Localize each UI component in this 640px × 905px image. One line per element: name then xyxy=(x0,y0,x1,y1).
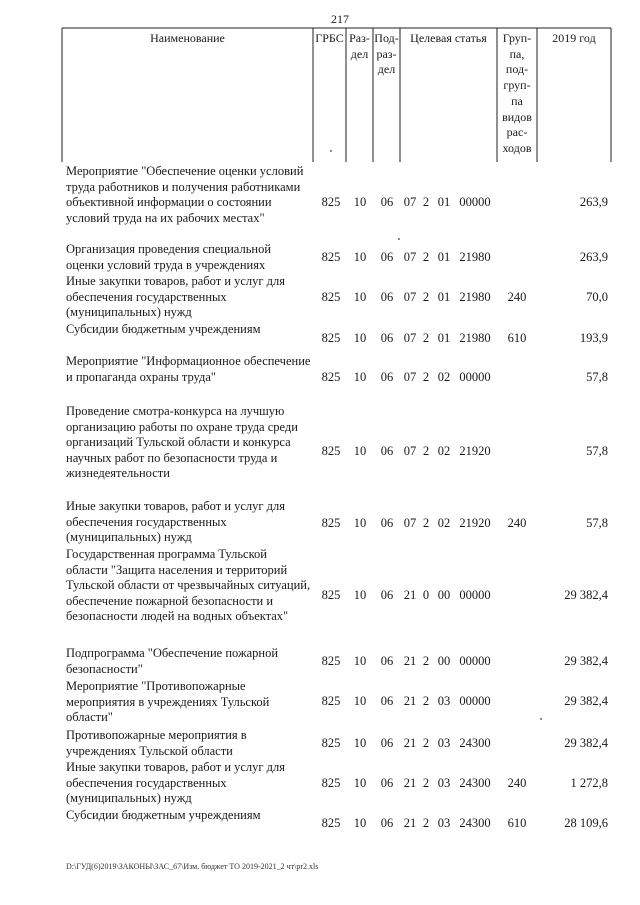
row-target-program: 21 xyxy=(403,776,417,790)
footer-file-path: D:\ГУД(6)2019\ЗАКОНЫ\ЗАС_67\Изм. бюджет ТО 2019-2021_2 чт\pr2.xls xyxy=(66,862,319,871)
row-target-program: 21 xyxy=(403,588,417,602)
row-grbs: 825 xyxy=(321,654,341,668)
row-expense-group: 610 xyxy=(507,331,527,345)
row-podrazdel: 06 xyxy=(380,736,394,750)
row-grbs: 825 xyxy=(321,444,341,458)
header-podrazdel: Под- раз- дел xyxy=(374,31,399,76)
row-name: Субсидии бюджетным учреждениям xyxy=(66,808,261,822)
row-target-direction: 00000 xyxy=(459,370,491,384)
header-name: Наименование xyxy=(150,31,225,45)
row-grbs: 825 xyxy=(321,516,341,530)
row-podrazdel: 06 xyxy=(380,370,394,384)
row-target-subprogram: 2 xyxy=(422,331,430,345)
row-name: Мероприятие "Информационное обеспечение и пропаганда охраны труда" xyxy=(66,354,311,384)
row-target-program: 21 xyxy=(403,694,417,708)
row-podrazdel: 06 xyxy=(380,654,394,668)
row-target-event: 00 xyxy=(437,588,451,602)
header-grbs: ГРБС xyxy=(315,31,344,45)
row-razdel: 10 xyxy=(353,195,367,209)
scan-speck xyxy=(540,718,542,720)
row-amount: 57,8 xyxy=(586,444,608,458)
scan-speck xyxy=(398,238,400,240)
row-razdel: 10 xyxy=(353,776,367,790)
header-group: Груп- па, под- груп- па видов рас- ходов xyxy=(502,31,532,155)
row-amount: 28 109,6 xyxy=(564,816,608,830)
row-target-subprogram: 2 xyxy=(422,816,430,830)
row-podrazdel: 06 xyxy=(380,250,394,264)
row-razdel: 10 xyxy=(353,331,367,345)
row-podrazdel: 06 xyxy=(380,444,394,458)
row-target-direction: 21980 xyxy=(459,250,491,264)
row-target-event: 03 xyxy=(437,816,451,830)
row-name: Противопожарные мероприятия в учреждениях Тульской области xyxy=(66,728,247,758)
row-grbs: 825 xyxy=(321,250,341,264)
row-amount: 263,9 xyxy=(579,250,608,264)
row-amount: 263,9 xyxy=(579,195,608,209)
row-grbs: 825 xyxy=(321,370,341,384)
row-podrazdel: 06 xyxy=(380,816,394,830)
row-target-program: 21 xyxy=(403,654,417,668)
row-target-event: 03 xyxy=(437,694,451,708)
row-name: Проведение смотра-конкурса на лучшую организацию работы по охране труда среди организаций Тульской области и конкурса научных работ по безопасности труда и жизнедеятельности xyxy=(66,404,298,480)
page-number: 217 xyxy=(331,12,349,26)
row-target-subprogram: 0 xyxy=(422,588,430,602)
row-expense-group: 610 xyxy=(507,816,527,830)
row-amount: 29 382,4 xyxy=(564,654,608,668)
row-podrazdel: 06 xyxy=(380,331,394,345)
row-grbs: 825 xyxy=(321,331,341,345)
row-target-program: 07 xyxy=(403,370,417,384)
row-razdel: 10 xyxy=(353,516,367,530)
row-razdel: 10 xyxy=(353,250,367,264)
row-razdel: 10 xyxy=(353,588,367,602)
row-grbs: 825 xyxy=(321,290,341,304)
row-target-program: 07 xyxy=(403,516,417,530)
row-podrazdel: 06 xyxy=(380,776,394,790)
row-name: Мероприятие "Противопожарные мероприятия в учреждениях Тульской области" xyxy=(66,679,270,724)
row-target-program: 07 xyxy=(403,444,417,458)
row-name: Организация проведения специальной оценки условий труда в учреждениях xyxy=(66,242,272,272)
row-target-subprogram: 2 xyxy=(422,250,430,264)
row-name: Государственная программа Тульской области "Защита населения и территорий Тульской области от чрезвычайных ситуаций, обеспечение пожарной безопасности и безопасности людей на водных объектах" xyxy=(66,547,311,623)
row-amount: 57,8 xyxy=(586,516,608,530)
row-expense-group: 240 xyxy=(507,290,527,304)
row-target-direction: 21980 xyxy=(459,331,491,345)
row-target-event: 01 xyxy=(437,331,451,345)
row-podrazdel: 06 xyxy=(380,195,394,209)
row-target-subprogram: 2 xyxy=(422,694,430,708)
row-target-event: 01 xyxy=(437,290,451,304)
scan-speck xyxy=(330,150,332,152)
row-razdel: 10 xyxy=(353,736,367,750)
row-name: Иные закупки товаров, работ и услуг для обеспечения государственных (муниципальных) нужд xyxy=(66,499,286,544)
row-razdel: 10 xyxy=(353,654,367,668)
row-target-direction: 21980 xyxy=(459,290,491,304)
row-target-subprogram: 2 xyxy=(422,516,430,530)
row-amount: 70,0 xyxy=(586,290,608,304)
row-name: Иные закупки товаров, работ и услуг для обеспечения государственных (муниципальных) нужд xyxy=(66,760,286,805)
row-expense-group: 240 xyxy=(507,776,527,790)
row-grbs: 825 xyxy=(321,195,341,209)
row-target-direction: 24300 xyxy=(459,816,491,830)
row-target-direction: 24300 xyxy=(459,736,491,750)
row-target-program: 07 xyxy=(403,195,417,209)
row-podrazdel: 06 xyxy=(380,516,394,530)
row-razdel: 10 xyxy=(353,290,367,304)
row-target-direction: 24300 xyxy=(459,776,491,790)
row-razdel: 10 xyxy=(353,370,367,384)
row-podrazdel: 06 xyxy=(380,694,394,708)
row-target-direction: 21920 xyxy=(459,444,491,458)
row-grbs: 825 xyxy=(321,816,341,830)
row-razdel: 10 xyxy=(353,694,367,708)
row-target-direction: 00000 xyxy=(459,195,491,209)
row-target-event: 01 xyxy=(437,195,451,209)
row-target-event: 02 xyxy=(437,370,451,384)
row-target-event: 00 xyxy=(437,654,451,668)
row-target-event: 03 xyxy=(437,776,451,790)
row-target-program: 21 xyxy=(403,816,417,830)
row-target-subprogram: 2 xyxy=(422,654,430,668)
row-grbs: 825 xyxy=(321,736,341,750)
row-grbs: 825 xyxy=(321,588,341,602)
row-target-program: 07 xyxy=(403,290,417,304)
row-target-direction: 21920 xyxy=(459,516,491,530)
row-amount: 29 382,4 xyxy=(564,588,608,602)
row-amount: 29 382,4 xyxy=(564,736,608,750)
row-target-direction: 00000 xyxy=(459,694,491,708)
row-amount: 193,9 xyxy=(579,331,608,345)
row-amount: 57,8 xyxy=(586,370,608,384)
row-podrazdel: 06 xyxy=(380,290,394,304)
row-target-subprogram: 2 xyxy=(422,444,430,458)
row-name: Субсидии бюджетным учреждениям xyxy=(66,322,261,336)
row-target-event: 02 xyxy=(437,516,451,530)
row-amount: 29 382,4 xyxy=(564,694,608,708)
row-target-program: 21 xyxy=(403,736,417,750)
row-amount: 1 272,8 xyxy=(570,776,608,790)
row-target-subprogram: 2 xyxy=(422,736,430,750)
row-target-event: 01 xyxy=(437,250,451,264)
row-target-direction: 00000 xyxy=(459,588,491,602)
row-target-event: 02 xyxy=(437,444,451,458)
row-razdel: 10 xyxy=(353,444,367,458)
header-year: 2019 год xyxy=(552,31,596,45)
row-target-subprogram: 2 xyxy=(422,776,430,790)
row-name: Мероприятие "Обеспечение оценки условий труда работников и получения работниками объективной информации о состоянии условий труда на их рабочих местах" xyxy=(66,164,304,225)
row-podrazdel: 06 xyxy=(380,588,394,602)
header-razdel: Раз- дел xyxy=(349,31,370,61)
row-target-event: 03 xyxy=(437,736,451,750)
row-grbs: 825 xyxy=(321,776,341,790)
row-expense-group: 240 xyxy=(507,516,527,530)
row-target-subprogram: 2 xyxy=(422,195,430,209)
row-target-program: 07 xyxy=(403,331,417,345)
row-name: Иные закупки товаров, работ и услуг для обеспечения государственных (муниципальных) нужд xyxy=(66,274,286,319)
row-target-subprogram: 2 xyxy=(422,290,430,304)
row-name: Подпрограмма "Обеспечение пожарной безопасности" xyxy=(66,646,279,676)
row-target-program: 07 xyxy=(403,250,417,264)
row-razdel: 10 xyxy=(353,816,367,830)
row-grbs: 825 xyxy=(321,694,341,708)
row-target-direction: 00000 xyxy=(459,654,491,668)
row-target-subprogram: 2 xyxy=(422,370,430,384)
header-target: Целевая статья xyxy=(410,31,487,45)
